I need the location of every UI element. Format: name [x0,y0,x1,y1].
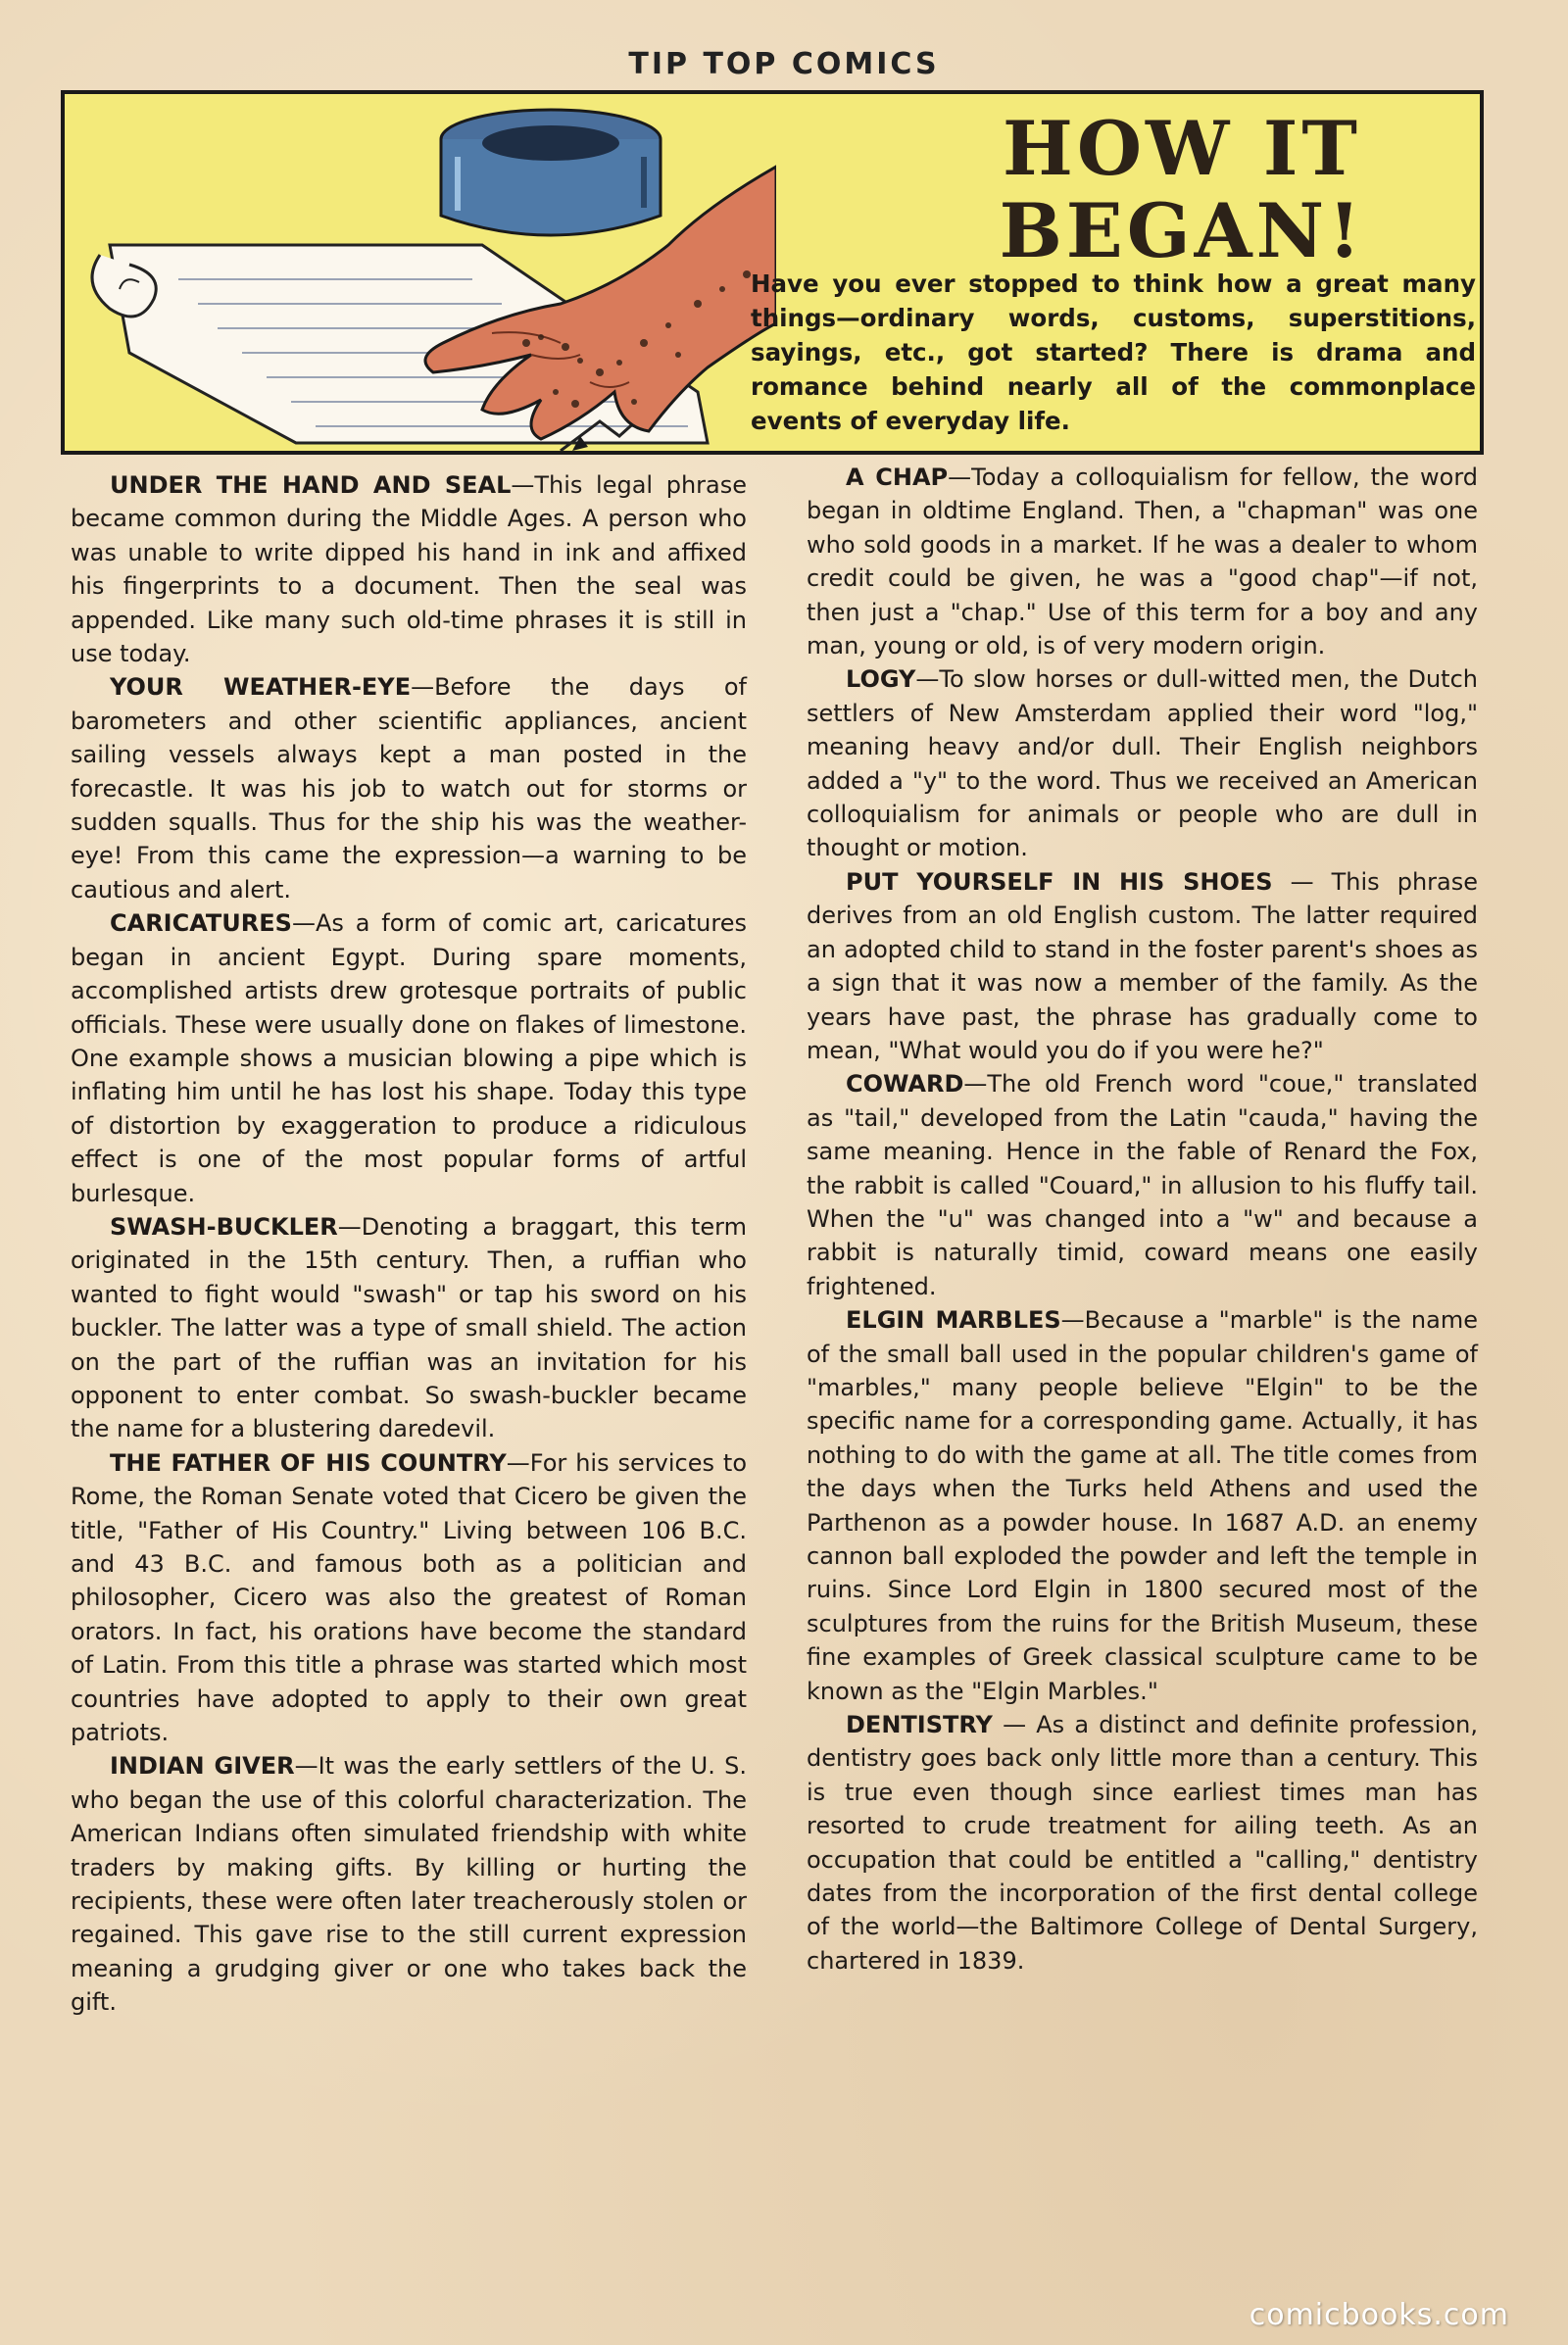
entry-term: THE FATHER OF HIS COUNTRY [110,1448,507,1477]
entry-term: ELGIN MARBLES [846,1306,1061,1335]
entry-text: —This legal phrase became common during the Middle Ages. A person who was unable to write dipped his hand in ink and affixed his fingerprints to a document. Then the seal was appended. Like many such old-time phrases it is still in use today. [71,471,747,668]
entry-text: —Because a "marble" is the name of the small ball used in the popular children's game of "marbles," many people believe "Elgin" to be the specific name for a corresponding game. Actually, it has nothing to do with the game at all. The title comes from the days when the Turks held Athens and used the Parthenon as a powder house. In 1687 A.D. an enemy cannon ball exploded the powder and left the temple in ruins. Since Lord Elgin in 1800 secured most of the sculptures from the ruins for the British Museum, these fine examples of Greek classical sculpture came to be known as the "Elgin Marbles." [807,1306,1478,1705]
entry-term: YOUR WEATHER-EYE [110,673,412,702]
entry-text: —To slow horses or dull-witted men, the Dutch settlers of New Amsterdam applied their word "log," meaning heavy and/or dull. Their English neighbors added a "y" to the word. Thus we received an American colloquialism for animals or people who are dull in thought or motion. [807,665,1478,862]
entry-text: — As a distinct and definite profession, dentistry goes back only little more than a century. This is true even though since earliest times man has resorted to crude treatment for ailing teeth. As an occupation that could be entitled a "calling," dentistry dates from the incorporation of the first dental college of the world—the Baltimore College of Dental Surgery, chartered in 1839. [807,1711,1478,1975]
entry-text: —Before the days of barometers and other scientific appliances, ancient sailing vessels always kept a man posted in the forecastle. It was his job to watch out for storms or sudden squalls. Thus for the ship his was the weather-eye! From this came the expression—a warning to be cautious and alert. [71,673,747,904]
entry-term: INDIAN GIVER [110,1752,295,1781]
article-entry [71,670,747,906]
article-entry [807,1708,1478,1978]
hand-on-document-illustration [71,98,776,451]
entry-term: SWASH-BUCKLER [110,1212,338,1241]
inkwell [441,110,661,235]
entry-text: —Denoting a braggart, this term originated in the 15th century. Then, a ruffian who wanted to fight would "swash" or tap his sword on his buckler. The latter was a type of small shield. The action on the part of the ruffian was an invitation for his opponent to enter combat. So swash-buckler became the name for a blustering daredevil. [71,1212,747,1443]
entry-text: —As a form of comic art, caricatures began in ancient Egypt. During spare moments, accomplished artists drew grotesque portraits of public officials. These were usually done on flakes of limestone. One example shows a musician blowing a pipe which is inflating him until he has lost his shape. Today this type of distortion by exaggeration to produce a ridiculous effect is one of the most popular forms of artful burlesque. [71,909,747,1207]
article-entry [807,865,1478,1067]
entry-term: UNDER THE HAND AND SEAL [110,471,512,499]
page-header: TIP TOP COMICS [628,47,940,81]
right-column [807,461,1478,1978]
article-entry [71,468,747,670]
banner-title [907,105,1456,274]
banner-title-line-2: BEGAN! [999,187,1365,274]
entry-text: —It was the early settlers of the U. S. who began the use of this colorful characterization. The American Indians often simulated friendship with white traders by making gifts. By killing or hurting the recipients, these were often later treacherously stolen or regained. This gave rise to the still current expression meaning a grudging giver or one who takes back the gift. [71,1752,747,2017]
entry-text: —For his services to Rome, the Roman Senate voted that Cicero be given the title, "Father of His Country." Living between 106 B.C. and 43 B.C. and famous both as a politician and philosopher, Cicero was also the greatest of Roman orators. In fact, his orations have become the standard of Latin. From this title a phrase was started which most countries have adopted to apply to their own great patriots. [71,1448,747,1747]
entry-term: DENTISTRY [846,1711,993,1739]
entry-text: —The old French word "coue," translated as "tail," developed from the Latin "cauda," having the same meaning. Hence in the fable of Renard the Fox, the rabbit is called "Couard," in allusion to his fluffy tail. When the "u" was changed into a "w" and because a rabbit is naturally timid, coward means one easily frightened. [807,1070,1478,1300]
entry-term: LOGY [846,665,916,694]
article-entry [71,1446,747,1750]
article-entry [71,906,747,1210]
left-column [71,468,747,2020]
entry-term: CARICATURES [110,909,292,938]
how-it-began-banner [61,90,1484,455]
entry-text: —Today a colloquialism for fellow, the word began in oldtime England. Then, a "chapman" was one who sold goods in a market. If he was a dealer to whom credit could be given, he was a "good chap"—if not, then just a "chap." Use of this term for a boy and any man, young or old, is of very modern origin. [807,464,1478,660]
article-entry [807,662,1478,864]
article-entry [807,1067,1478,1303]
article-entry [807,1303,1478,1708]
article-entry [71,1749,747,2019]
site-watermark: comicbooks.com [1249,2298,1509,2332]
entry-term: PUT YOURSELF IN HIS SHOES [846,867,1273,896]
entry-text: — This phrase derives from an old English custom. The latter required an adopted child to stand in the foster parent's shoes as a sign that it was now a member of the family. As the years have past, the phrase has gradually come to mean, "What would you do if you were he?" [807,867,1478,1064]
banner-intro-text: Have you ever stopped to think how a great many things—ordinary words, customs, superstitions, sayings, etc., got started? There is drama and romance behind nearly all of the commonplace events of everyday life. [751,269,1476,435]
banner-title-line-1: HOW IT [1003,105,1361,192]
entry-term: COWARD [846,1070,964,1099]
article-entry [71,1210,747,1446]
article-entry [807,461,1478,662]
entry-term: A CHAP [846,464,949,491]
